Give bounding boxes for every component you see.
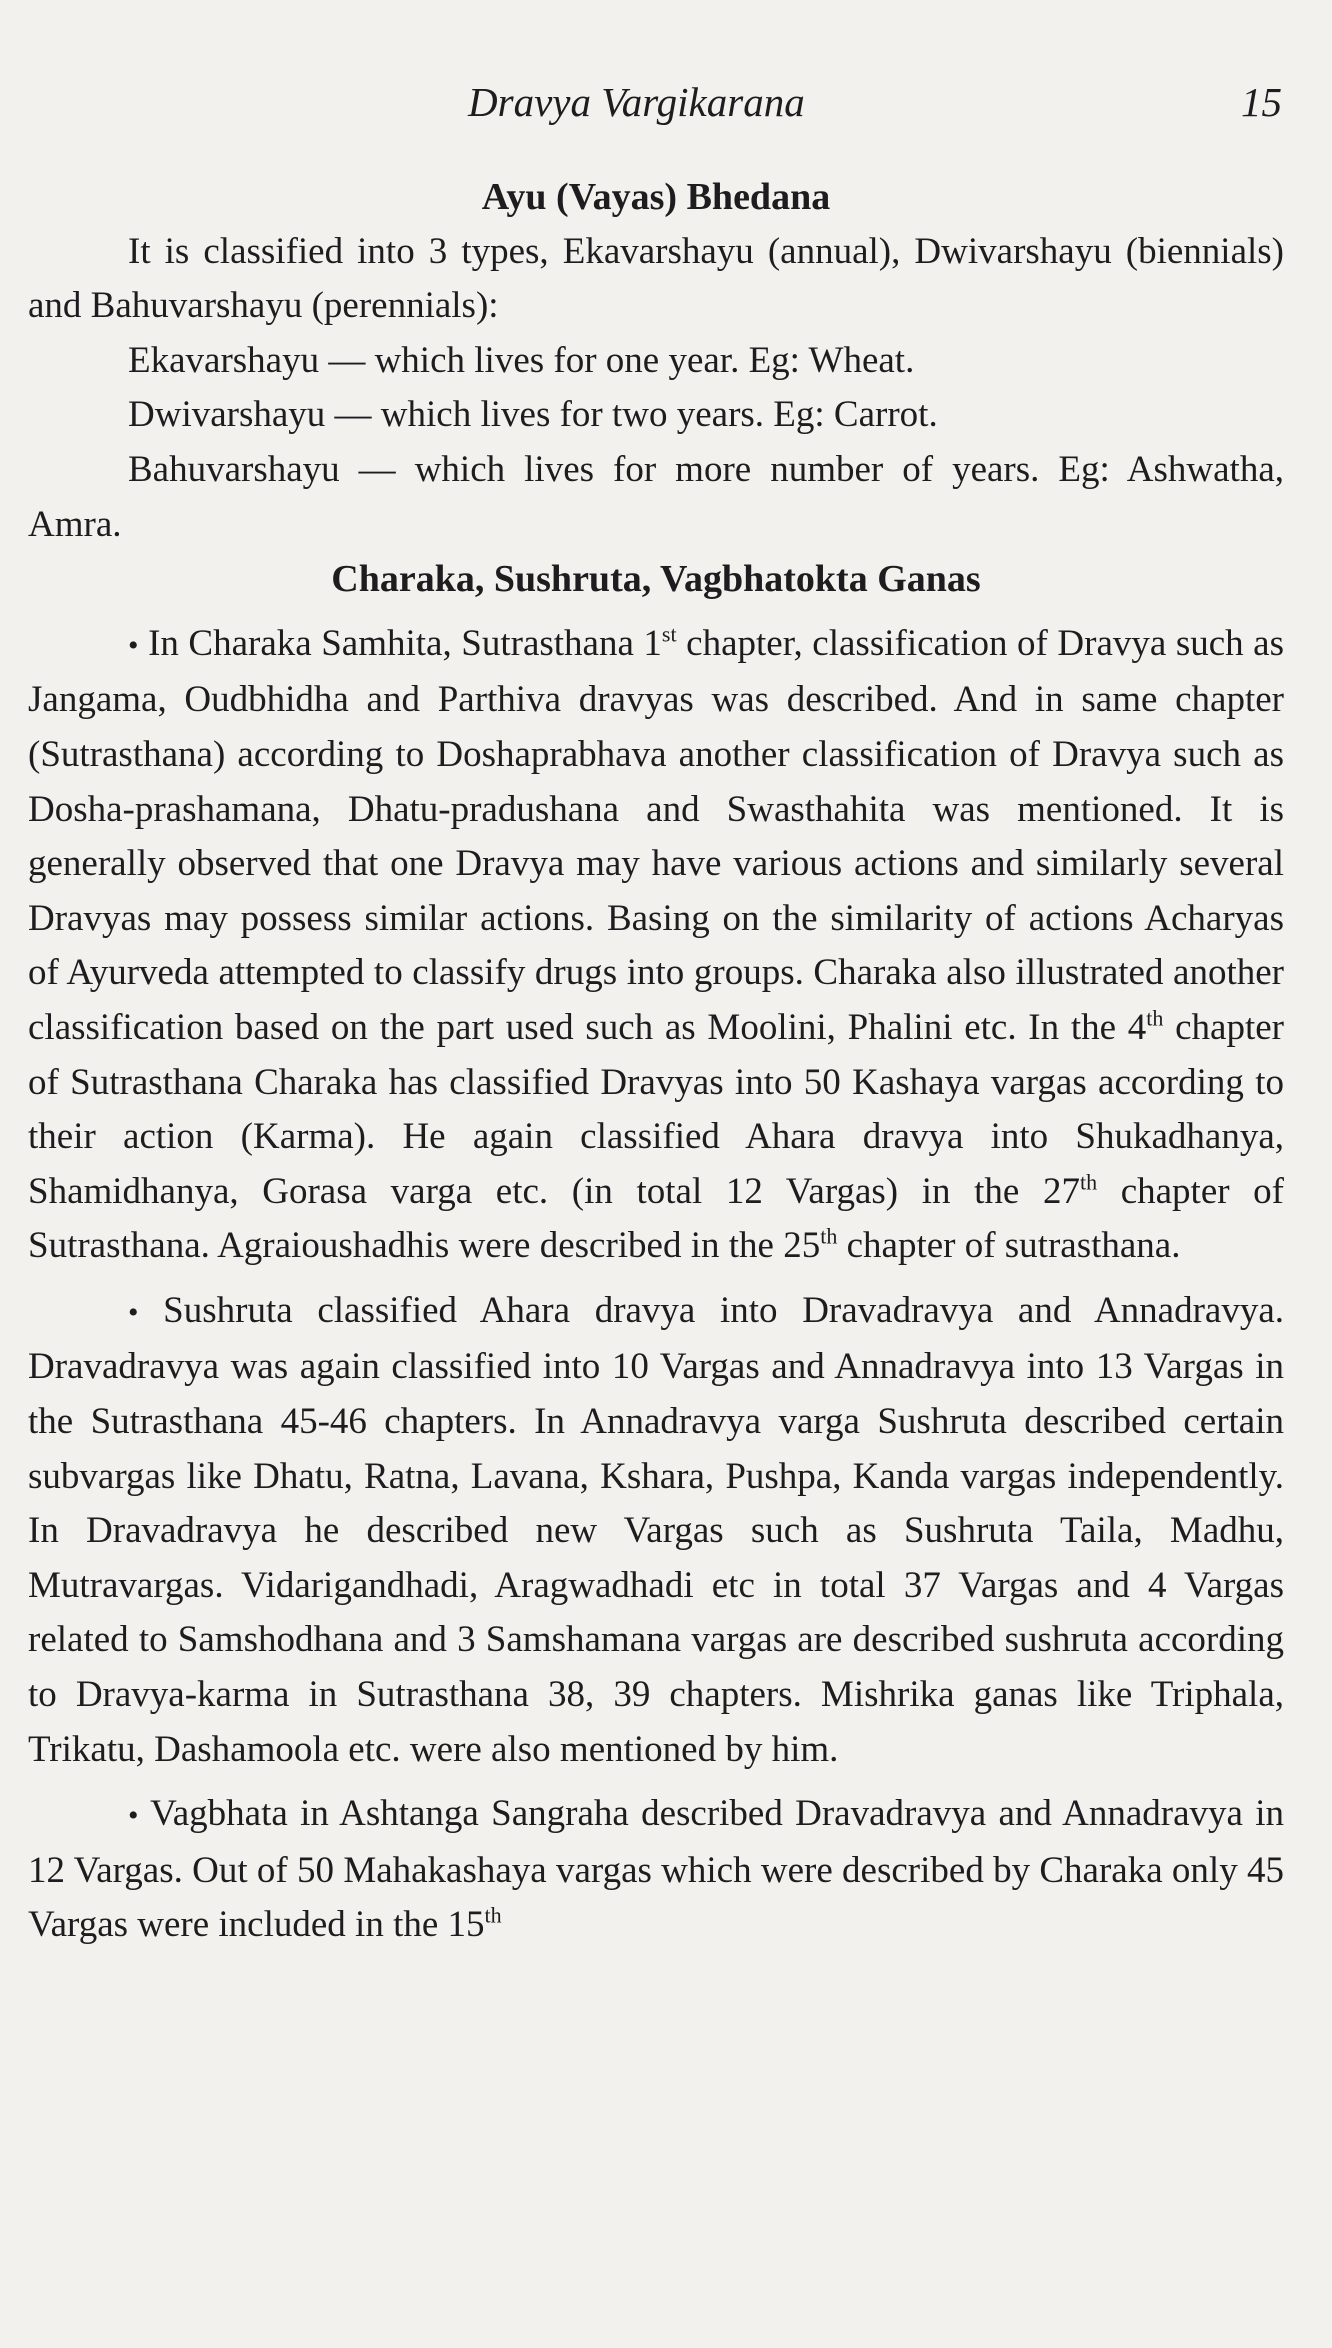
superscript: th	[484, 1903, 502, 1929]
superscript: th	[820, 1223, 838, 1249]
page-number: 15	[1241, 79, 1282, 125]
section-heading-ganas: Charaka, Sushruta, Vagbhatokta Ganas	[331, 558, 981, 601]
page-header	[0, 78, 1332, 138]
paragraph-vagbhata	[28, 1787, 1284, 1953]
paragraph-charaka	[28, 617, 1284, 1274]
charaka-text-c: chapter of Sutrasthana Charaka has classified Dravyas into 50 Kashaya vargas according to their action (Karma). He again classified Ahara dravya into Shukadhanya, Shamidhanya, Gorasa varga etc. (in total 12 Vargas) in the 27	[28, 1006, 1284, 1212]
sushruta-text: Sushruta classified Ahara dravya into Dravadravya and Annadravya. Dravadravya was again classified into 10 Vargas and Annadravya into 13 Vargas in the Sutrasthana 45-46 chapters. In Annadravya varga Sushruta described certain subvargas like Dhatu, Ratna, Lavana, Kshara, Pushpa, Kanda vargas independently. In Dravadravya he described new Vargas such as Sushruta Taila, Madhu, Mutravargas. Vidarigandhadi, Aragwadhadi etc in total 37 Vargas and 4 Vargas related to Samshodhana and 3 Samshamana vargas are described sushruta according to Dravya-karma in Sutrasthana 38, 39 chapters. Mishrika ganas like Triphala, Trikatu, Dashamoola etc. were also mentioned by him.	[28, 1289, 1284, 1770]
vagbhata-text: Vagbhata in Ashtanga Sangraha described Dravadravya and Annadravya in 12 Vargas. Out of 50 Mahakashaya vargas which were described by Charaka only 45 Vargas were included in the 15	[28, 1793, 1284, 1946]
paragraph-sushruta	[28, 1284, 1284, 1777]
superscript: th	[1146, 1005, 1164, 1031]
charaka-text-e: chapter of sutrasthana.	[837, 1225, 1181, 1267]
running-head: Dravya Vargikarana	[468, 79, 805, 125]
charaka-text-d: chapter of Sutrasthana. Agraioushadhis were described in the 25	[28, 1170, 1284, 1267]
page-body	[28, 170, 1284, 1953]
bullet-icon: •	[128, 628, 139, 662]
bullet-icon: •	[128, 1799, 139, 1833]
charaka-text-a: In Charaka Samhita, Sutrasthana 1	[148, 622, 662, 664]
charaka-text-b: chapter, classification of Dravya such as Jangama, Oudbhidha and Parthiva dravyas was described. And in same chapter (Sutrasthana) according to Doshaprabhava another classification of Dravya such as Dosha-prashamana, Dhatu-pradushana and Swasthahita was mentioned. It is generally observed that one Dravya may have various actions and similarly several Dravyas may possess similar actions. Basing on the similarity of actions Acharyas of Ayurveda attempted to classify drugs into groups. Charaka also illustrated another classification based on the part used such as Moolini, Phalini etc. In the 4	[28, 622, 1284, 1048]
definition-ekavarshayu: Ekavarshayu — which lives for one year. Eg: Wheat.	[128, 339, 915, 381]
bullet-icon: •	[128, 1295, 139, 1329]
superscript: st	[661, 621, 677, 647]
section-heading-ayu-bhedana: Ayu (Vayas) Bhedana	[481, 176, 831, 218]
superscript: th	[1079, 1169, 1098, 1195]
intro-paragraph: It is classified into 3 types, Ekavarshayu (annual), Dwivarshayu (biennials) and Bahuvarshayu (perennials):	[28, 230, 1284, 327]
definition-bahuvarshayu: Bahuvarshayu — which lives for more number of years. Eg: Ashwatha, Amra.	[28, 448, 1284, 545]
definition-dwivarshayu: Dwivarshayu — which lives for two years. Eg: Carrot.	[128, 394, 938, 436]
